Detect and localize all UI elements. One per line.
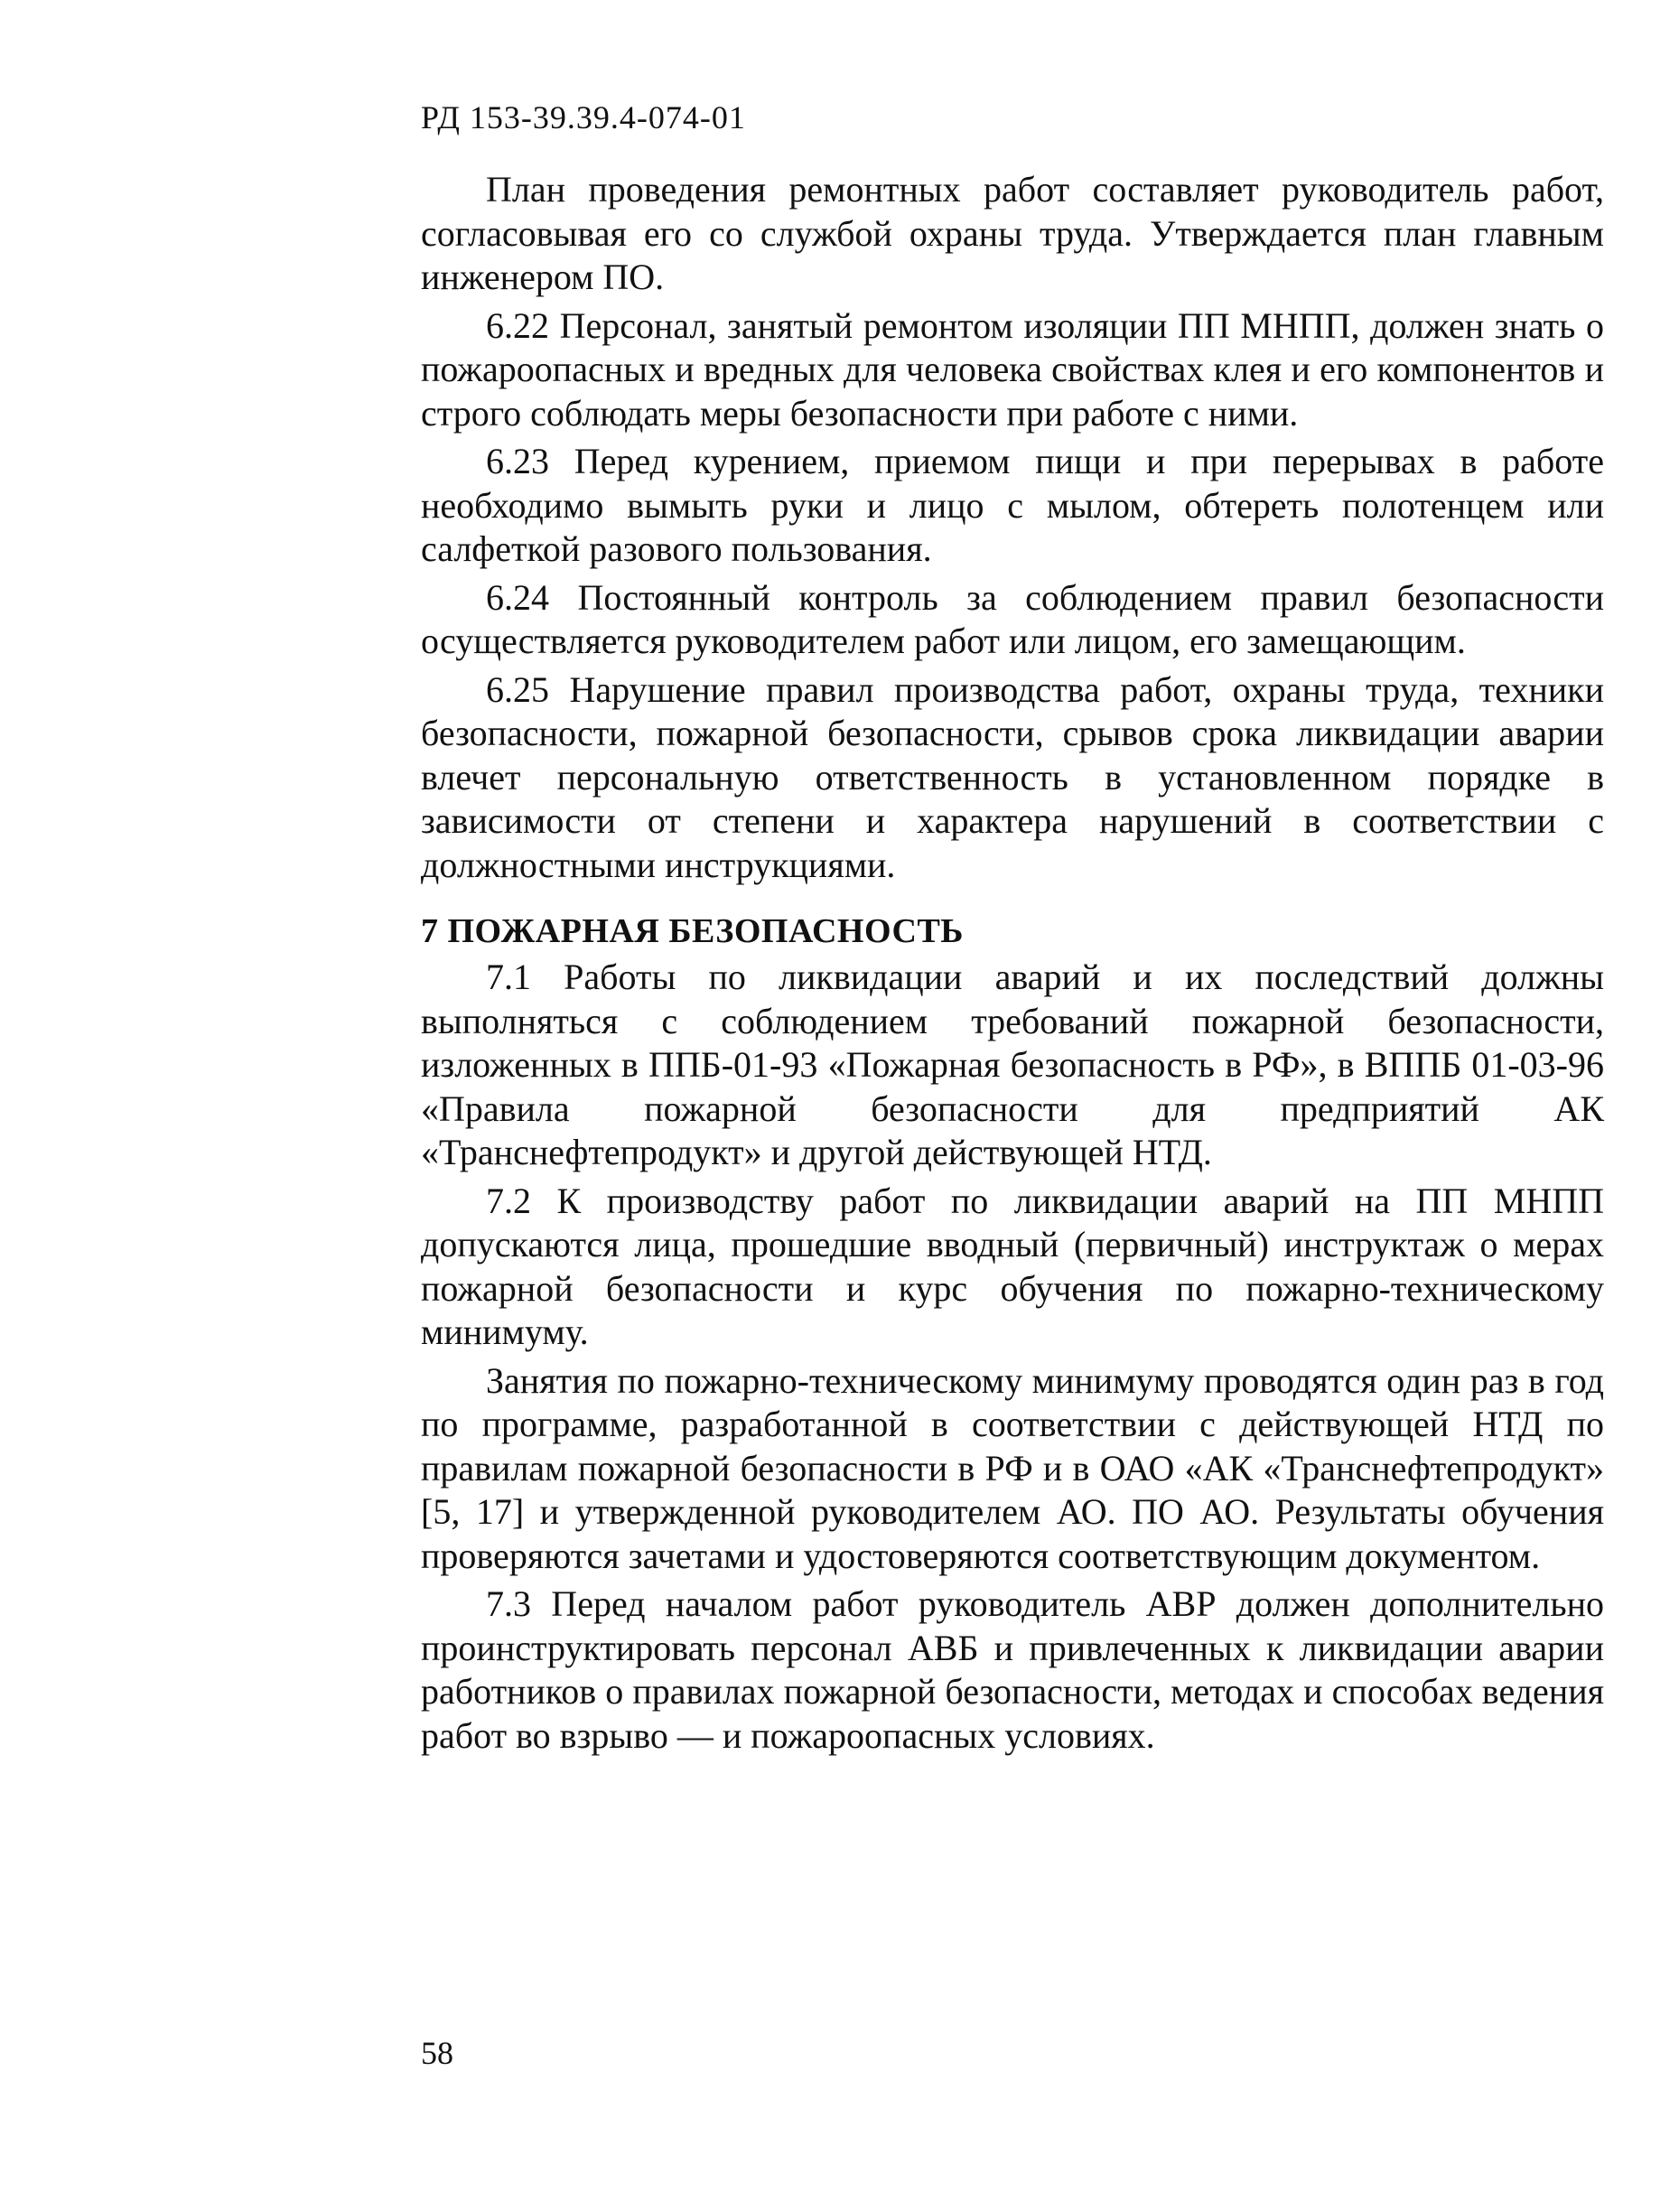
page-number: 58: [421, 2035, 453, 2071]
paragraph-repair-plan: План проведения ремонтных работ составляет руководитель работ, согласовывая его со службой охраны труда. Утверждается план главным инженером ПО.: [421, 169, 1604, 297]
paragraph-6-24: 6.24 Постоянный контроль за соблюдением правил безопасности осуществляется руководителем работ или лицом, его замещающим.: [421, 576, 1604, 661]
paragraph-7-2: 7.2 К производству работ по ликвидации аварий на ПП МНПП допускаются лица, прошедшие вводный (первичный) инструктаж о мерах пожарной безопасности и курс обучения по пожарно-техническому минимуму.: [421, 1180, 1604, 1352]
paragraph-7-1: 7.1 Работы по ликвидации аварий и их последствий должны выполняться с соблюдением требований пожарной безопасности, изложенных в ППБ-01-93 «Пожарная безопасность в РФ», в ВППБ 01-03-96 «Правила пожарной безопасности для предприятий АК «Транснефтепродукт» и другой действующей НТД.: [421, 957, 1604, 1172]
paragraph-6-23: 6.23 Перед курением, приемом пищи и при перерывах в работе необходимо вымыть руки и лицо с мылом, обтереть полотенцем или салфеткой разового пользования.: [421, 441, 1604, 569]
paragraph-fire-training: Занятия по пожарно-техническому минимуму проводятся один раз в год по программе, разработанной в соответствии с действующей НТД по правилам пожарной безопасности в РФ и в ОАО «АК «Транснефтепродукт» [5, 17] и утвержденной руководителем АО. ПО АО. Результаты обучения проверяются зачетами и удостоверяются соответствующим документом.: [421, 1359, 1604, 1576]
section-7-heading: 7 ПОЖАРНАЯ БЕЗОПАСНОСТЬ: [421, 912, 964, 950]
paragraph-7-3: 7.3 Перед началом работ руководитель АВР должен дополнительно проинструктировать персонал АВБ и привлеченных к ликвидации аварии работников о правилах пожарной безопасности, методах и способах ведения работ во взрыво — и пожароопасных условиях.: [421, 1583, 1604, 1756]
paragraph-6-25: 6.25 Нарушение правил производства работ, охраны труда, техники безопасности, пожарной безопасности, срывов срока ликвидации аварии влечет персональную ответственность в установленном порядке в зависимости от степени и характера нарушений в соответствии с должностными инструкциями.: [421, 668, 1604, 885]
document-body: [421, 168, 1604, 1762]
paragraph-6-22: 6.22 Персонал, занятый ремонтом изоляции ПП МНПП, должен знать о пожароопасных и вредных для человека свойствах клея и его компонентов и строго соблюдать меры безопасности при работе с ними.: [421, 304, 1604, 434]
document-code-header: РД 153-39.39.4-074-01: [421, 99, 746, 135]
